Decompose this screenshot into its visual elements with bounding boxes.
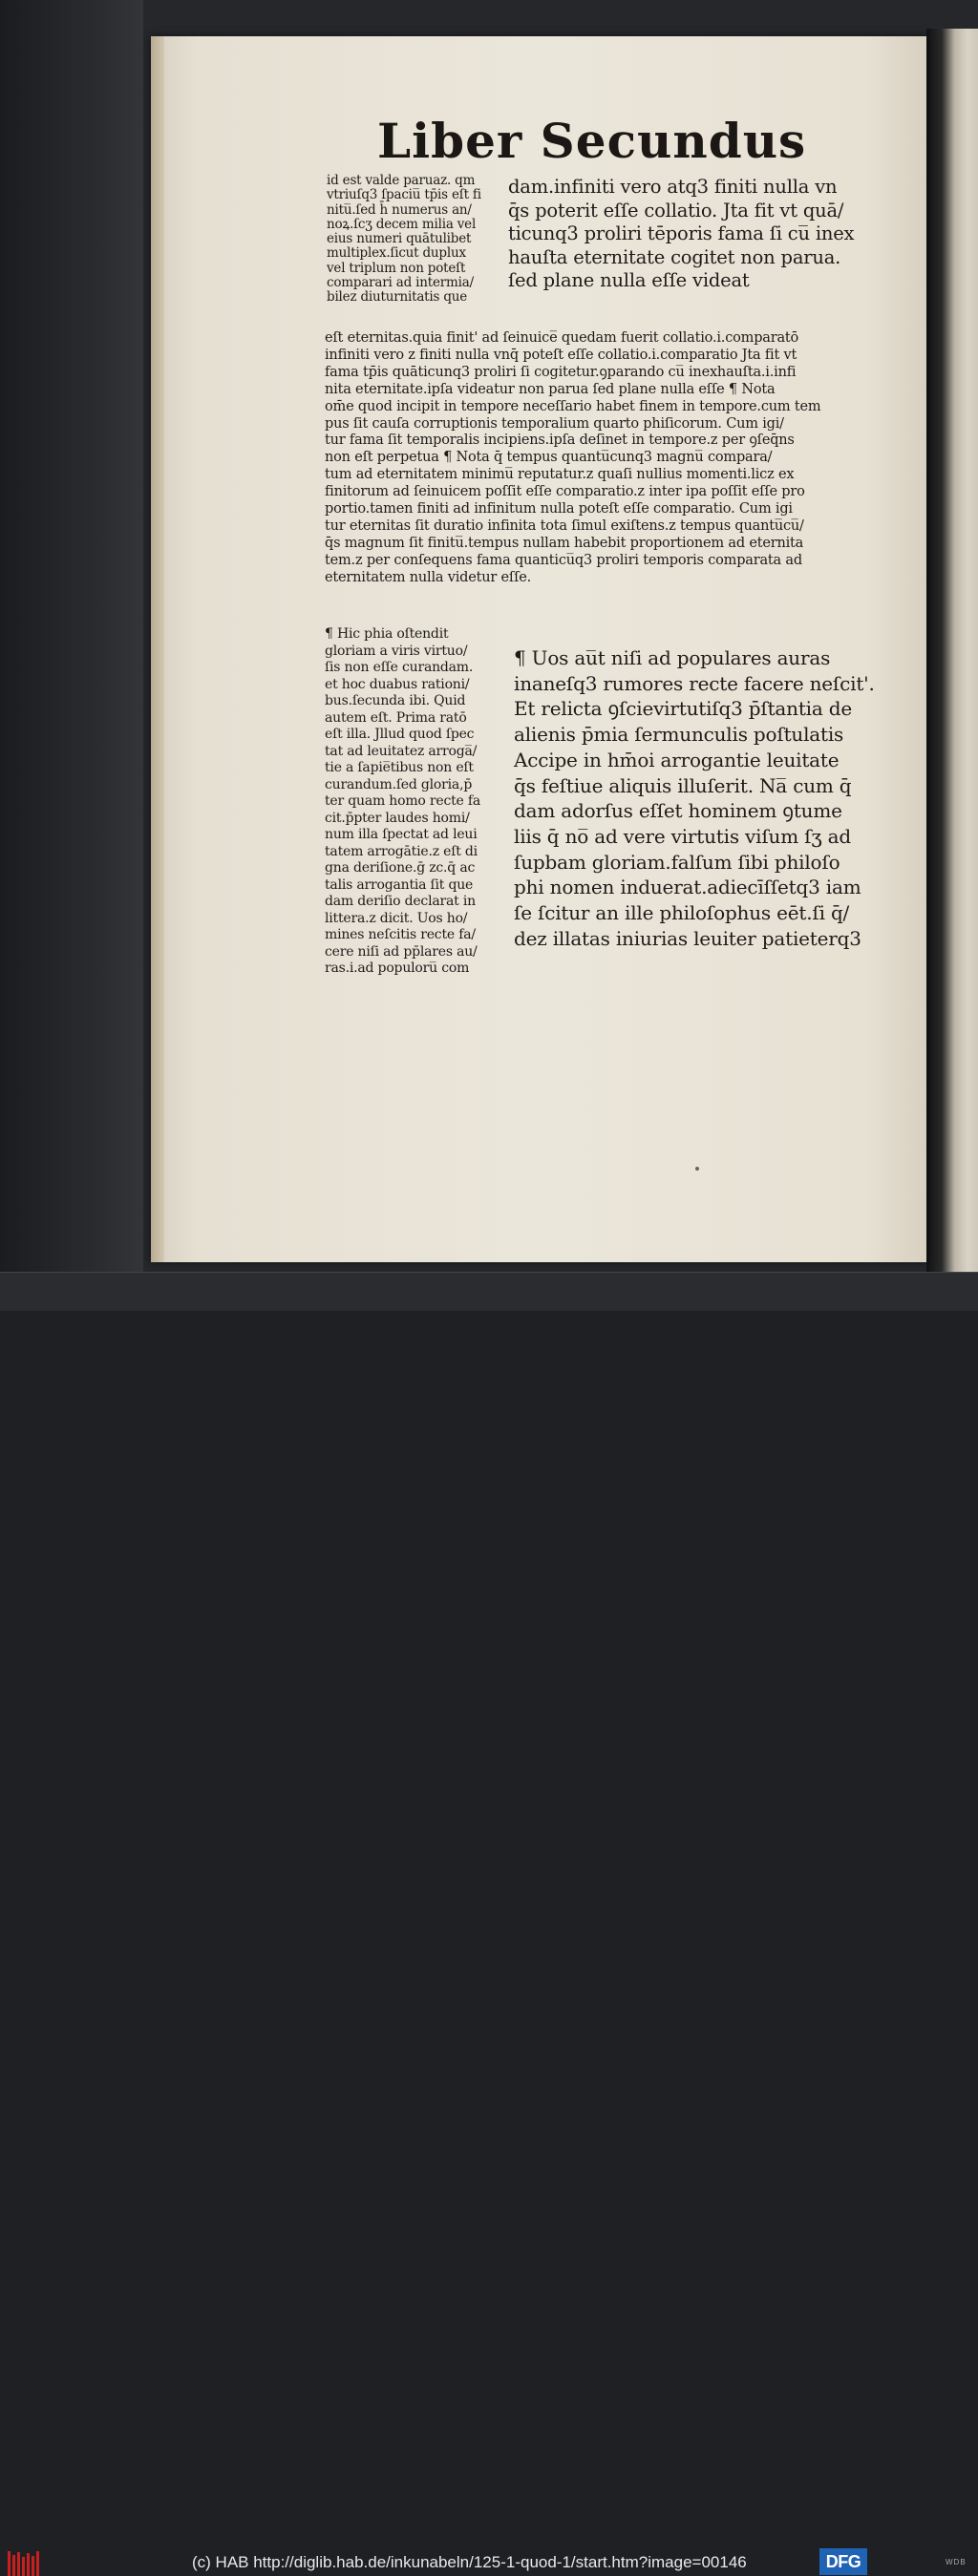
- gloss-line: bilez diuturnitatis que: [327, 289, 468, 306]
- text-line: ¶ Uos au̅t niſi ad populares auras: [514, 646, 831, 669]
- page-mark: [695, 1167, 699, 1171]
- commentary-line: tur fama ſit temporalis incipiens.ipſa deſinet in tempore.z per ꝯſeq̄ns: [325, 433, 795, 449]
- text-line: inaneſq3 rumores recte facere neſcit'.: [514, 671, 875, 695]
- gloss-line: ras.i.ad populoru̅ com: [325, 961, 470, 976]
- commentary-line: infiniti vero z finiti nulla vnq̄ poteſt eſſe collatio.i.comparatio Jta fit vt: [325, 347, 797, 363]
- commentary-line: nita eternitate.ipſa videatur non parua ſed plane nulla eſſe ¶ Nota: [325, 381, 776, 397]
- wdb-label: WDB: [946, 2558, 967, 2566]
- gloss-line: ſis non eſſe curandam.: [325, 660, 474, 675]
- commentary-line: fama tp̄is quāticunq3 proliri ſi cogitetur.ꝯparando cu̅ inexhauſta.i.infi: [325, 364, 797, 380]
- page-heading: Liber Secundus: [377, 113, 807, 169]
- footer-bar: [0, 1272, 978, 2571]
- text-line: liis q̄ no̅ ad vere virtutis viſum ſʒ ad: [514, 824, 851, 848]
- commentary-line: tur eternitas ſit duratio infinita tota ſimul exiſtens.z tempus quantu̅cu̅/: [325, 517, 804, 534]
- gloss-line: curandum.ſed gloria,p̄: [325, 776, 473, 792]
- dark-background-left: [0, 0, 143, 1272]
- gloss-bottom: [325, 626, 480, 978]
- text-line: phi nomen induerat.adiecīſſetq3 iam: [514, 876, 861, 899]
- commentary-line: portio.tamen finiti ad infinitum nulla poteſt eſſe comparatio. Cum igi: [325, 501, 793, 517]
- gloss-line: id est valde paruaz. qm: [327, 173, 476, 188]
- commentary-line: om̄e quod incipit in tempore neceſſario habet finem in tempore.cum tem: [325, 398, 821, 414]
- gloss-line: comparari ad intermia/: [327, 275, 474, 291]
- gloss-line: vel triplum non poteſt: [327, 260, 466, 276]
- commentary-line: finitorum ad ſeinuicem poſſit eſſe comparatio.z inter ipa poſſit eſſe pro: [325, 484, 805, 500]
- book-binding-right: [926, 29, 978, 1272]
- text-line: ſe ſcitur an ille philoſophus eēt.ſi q̄/: [514, 901, 850, 925]
- gloss-line: tie a ſapie̅tibus non eſt: [325, 760, 474, 775]
- gloss-line: ¶ Hic phia oſtendit: [325, 626, 449, 642]
- gloss-line: cit.p̄pter laudes homi/: [325, 810, 470, 826]
- gloss-line: multiplex.ſicut duplux: [327, 245, 466, 262]
- commentary-line: pus ſit cauſa corruptionis temporalium quarto phiſicorum. Cum igi/: [325, 415, 784, 432]
- main-text-top: [508, 176, 854, 293]
- gloss-line: noꝝ.ſcʒ decem milia vel: [327, 216, 477, 232]
- text-line: Et relicta ꝯſcievirtutiſq3 p̄ſtantia de: [514, 697, 852, 721]
- dfg-logo[interactable]: DFG: [819, 2548, 867, 2575]
- hab-logo-icon[interactable]: [8, 2551, 40, 2576]
- gloss-line: tat ad leuitatez arroga̅/: [325, 743, 478, 759]
- text-line: dez illatas iniurias leuiter patieterq3: [514, 926, 861, 950]
- text-line: ſupbam gloriam.falſum ſibi philoſo: [514, 850, 840, 874]
- commentary-line: tem.z per conſequens fama quanticu̅q3 proliri temporis comparata ad: [325, 552, 802, 568]
- gloss-line: et hoc duabus rationi/: [325, 676, 470, 692]
- commentary-line: q̄s magnum ſit finitu̅.tempus nullam habebit proportionem ad eternita: [325, 535, 804, 551]
- gloss-line: cere niſi ad pp̄lares au/: [325, 943, 478, 960]
- footer-credit-link[interactable]: (c) HAB http://diglib.hab.de/inkunabeln/125-1-quod-1/start.htm?image=00146: [192, 2553, 747, 2571]
- commentary-block: [325, 330, 820, 587]
- gloss-line: autem eſt. Prima ratō: [325, 709, 467, 726]
- text-line: Accipe in hm̄oi arrogantie leuitate: [514, 748, 840, 771]
- text-line: ſed plane nulla eſſe videat: [508, 269, 750, 292]
- gloss-line: vtriuſq3 ſpaciu̅ tp̄is eſt fi: [327, 187, 481, 203]
- commentary-line: non eſt perpetua ¶ Nota q̄ tempus quantu̅cunq3 magnu̅ compara/: [325, 450, 773, 466]
- gloss-line: dam deriſio declarat in: [325, 894, 476, 909]
- gloss-line: mines neſcitis recte fa/: [325, 927, 476, 942]
- gloss-line: eius numeri quātulibet: [327, 231, 472, 247]
- text-line: alienis p̄mia ſermunculis poſtulatis: [514, 723, 844, 747]
- gloss-top: [327, 174, 481, 306]
- text-line: dam adorſus eſſet hominem ꝯtume: [514, 799, 842, 823]
- gloss-line: talis arrogantia ſit que: [325, 876, 474, 893]
- gloss-line: littera.z dicit. Uos ho/: [325, 910, 468, 926]
- gloss-line: gloriam a viris virtuo/: [325, 643, 468, 659]
- main-text-bottom: [514, 645, 875, 951]
- commentary-line: eſt eternitas.quia finit' ad ſeinuice̅ quedam fuerit collatio.i.comparatō: [325, 330, 799, 346]
- text-line: q̄s feſtiue aliquis illuſerit. Na̅ cum q̄: [514, 773, 852, 797]
- text-line: hauſta eternitate cogitet non parua.: [508, 245, 841, 268]
- commentary-line: eternitatem nulla videtur eſſe.: [325, 569, 532, 585]
- commentary-line: tum ad eternitatem minimu̅ reputatur.z quaſi nullius momenti.licz ex: [325, 467, 795, 483]
- image-viewer: [0, 0, 978, 1272]
- gloss-line: tatem arrogātie.z eſt di: [325, 843, 478, 859]
- text-line: q̄s poterit eſſe collatio. Jta fit vt quā/: [508, 199, 844, 222]
- gloss-line: bus.ſecunda ibi. Quid: [325, 693, 466, 708]
- gloss-line: ter quam homo recte fa: [325, 793, 481, 809]
- text-line: dam.infiniti vero atq3 finiti nulla vn: [508, 176, 838, 198]
- gloss-line: num illa ſpectat ad leui: [325, 827, 478, 842]
- gloss-line: gna deriſione.ḡ zc.q̄ ac: [325, 860, 476, 876]
- text-line: ticunq3 proliri tēporis fama ſi cu̅ inex: [508, 222, 855, 245]
- gloss-line: nitu̅.ſed h̄ numerus an/: [327, 201, 472, 218]
- gloss-line: eſt illa. Jllud quod ſpec: [325, 727, 475, 742]
- page-edge: [151, 36, 164, 1262]
